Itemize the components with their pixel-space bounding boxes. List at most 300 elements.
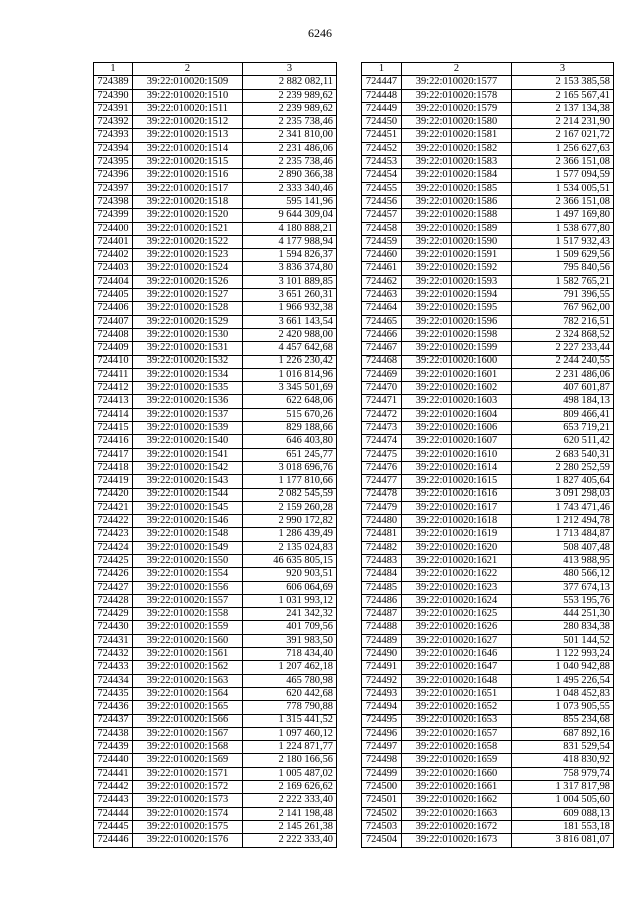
record-number-cell: 724470 — [362, 382, 402, 395]
record-number-cell: 724423 — [94, 528, 133, 541]
value-cell: 620 442,68 — [243, 687, 337, 700]
record-number-cell: 724408 — [94, 328, 133, 341]
table-row — [362, 448, 614, 461]
record-number-cell: 724488 — [362, 621, 402, 634]
record-number-cell: 724422 — [94, 515, 133, 528]
table-row — [362, 461, 614, 474]
table-row — [94, 382, 337, 395]
record-number-cell: 724410 — [94, 355, 133, 368]
table-row — [362, 169, 614, 182]
cadastral-number-cell: 39:22:010020:1524 — [133, 262, 243, 275]
value-cell: 1 713 484,87 — [512, 528, 614, 541]
record-number-cell: 724401 — [94, 235, 133, 248]
record-number-cell: 724433 — [94, 661, 133, 674]
cadastral-number-cell: 39:22:010020:1646 — [402, 648, 512, 661]
record-number-cell: 724404 — [94, 275, 133, 288]
cadastral-number-cell: 39:22:010020:1535 — [133, 382, 243, 395]
value-cell: 651 245,77 — [243, 448, 337, 461]
table-row — [362, 568, 614, 581]
record-number-cell: 724489 — [362, 634, 402, 647]
record-number-cell: 724396 — [94, 169, 133, 182]
table-row — [362, 129, 614, 142]
cadastral-number-cell: 39:22:010020:1520 — [133, 209, 243, 222]
value-cell: 2 882 082,11 — [243, 76, 337, 89]
table-row — [362, 807, 614, 820]
record-number-cell: 724403 — [94, 262, 133, 275]
cadastral-number-cell: 39:22:010020:1548 — [133, 528, 243, 541]
cadastral-number-cell: 39:22:010020:1673 — [402, 834, 512, 847]
record-number-cell: 724389 — [94, 76, 133, 89]
value-cell: 795 840,56 — [512, 262, 614, 275]
record-number-cell: 724438 — [94, 727, 133, 740]
table-row — [362, 528, 614, 541]
table-row — [362, 116, 614, 129]
cadastral-number-cell: 39:22:010020:1543 — [133, 475, 243, 488]
table-row — [94, 834, 337, 847]
record-number-cell: 724413 — [94, 395, 133, 408]
cadastral-number-cell: 39:22:010020:1591 — [402, 249, 512, 262]
value-cell: 2 135 024,83 — [243, 541, 337, 554]
value-cell: 1 040 942,88 — [512, 661, 614, 674]
cadastral-number-cell: 39:22:010020:1615 — [402, 475, 512, 488]
cadastral-number-cell: 39:22:010020:1554 — [133, 568, 243, 581]
table-row — [362, 687, 614, 700]
cadastral-number-cell: 39:22:010020:1601 — [402, 368, 512, 381]
table-row — [94, 767, 337, 780]
value-cell: 2 222 333,40 — [243, 834, 337, 847]
table-row — [362, 767, 614, 780]
table-row — [362, 342, 614, 355]
cadastral-number-cell: 39:22:010020:1663 — [402, 807, 512, 820]
value-cell: 855 234,68 — [512, 714, 614, 727]
value-cell: 3 101 889,85 — [243, 275, 337, 288]
cadastral-number-cell: 39:22:010020:1657 — [402, 727, 512, 740]
record-number-cell: 724495 — [362, 714, 402, 727]
table-row — [362, 661, 614, 674]
table-row — [94, 395, 337, 408]
value-cell: 1 517 932,43 — [512, 235, 614, 248]
record-number-cell: 724455 — [362, 182, 402, 195]
value-cell: 791 396,55 — [512, 289, 614, 302]
table-row — [94, 621, 337, 634]
cadastral-number-cell: 39:22:010020:1577 — [402, 76, 512, 89]
table-row — [362, 235, 614, 248]
cadastral-number-cell: 39:22:010020:1618 — [402, 515, 512, 528]
cadastral-number-cell: 39:22:010020:1607 — [402, 435, 512, 448]
table-row — [362, 581, 614, 594]
cadastral-number-cell: 39:22:010020:1534 — [133, 368, 243, 381]
cadastral-number-cell: 39:22:010020:1529 — [133, 315, 243, 328]
value-cell: 1 594 826,37 — [243, 249, 337, 262]
record-number-cell: 724437 — [94, 714, 133, 727]
record-number-cell: 724490 — [362, 648, 402, 661]
cadastral-number-cell: 39:22:010020:1566 — [133, 714, 243, 727]
record-number-cell: 724491 — [362, 661, 402, 674]
value-cell: 2 324 868,52 — [512, 328, 614, 341]
table-row — [94, 568, 337, 581]
value-cell: 1 004 505,60 — [512, 794, 614, 807]
cadastral-number-cell: 39:22:010020:1600 — [402, 355, 512, 368]
value-cell: 391 983,50 — [243, 634, 337, 647]
table-row — [362, 714, 614, 727]
record-number-cell: 724496 — [362, 727, 402, 740]
record-number-cell: 724395 — [94, 156, 133, 169]
cadastral-number-cell: 39:22:010020:1595 — [402, 302, 512, 315]
record-number-cell: 724464 — [362, 302, 402, 315]
record-number-cell: 724477 — [362, 475, 402, 488]
value-cell: 498 184,13 — [512, 395, 614, 408]
value-cell: 2 222 333,40 — [243, 794, 337, 807]
value-cell: 1 226 230,42 — [243, 355, 337, 368]
cadastral-number-cell: 39:22:010020:1516 — [133, 169, 243, 182]
cadastral-number-cell: 39:22:010020:1537 — [133, 408, 243, 421]
cadastral-number-cell: 39:22:010020:1651 — [402, 687, 512, 700]
table-row — [362, 648, 614, 661]
cadastral-number-cell: 39:22:010020:1540 — [133, 435, 243, 448]
cadastral-number-cell: 39:22:010020:1575 — [133, 820, 243, 833]
cadastral-number-cell: 39:22:010020:1572 — [133, 781, 243, 794]
record-number-cell: 724478 — [362, 488, 402, 501]
table-row — [362, 634, 614, 647]
table-row — [94, 448, 337, 461]
value-cell: 767 962,00 — [512, 302, 614, 315]
cadastral-number-cell: 39:22:010020:1619 — [402, 528, 512, 541]
cadastral-number-cell: 39:22:010020:1626 — [402, 621, 512, 634]
cadastral-number-cell: 39:22:010020:1532 — [133, 355, 243, 368]
record-number-cell: 724463 — [362, 289, 402, 302]
record-number-cell: 724487 — [362, 608, 402, 621]
value-cell: 413 988,95 — [512, 554, 614, 567]
cadastral-number-cell: 39:22:010020:1604 — [402, 408, 512, 421]
table-row — [94, 328, 337, 341]
header-row — [362, 63, 614, 76]
record-number-cell: 724500 — [362, 781, 402, 794]
record-number-cell: 724483 — [362, 554, 402, 567]
value-cell: 465 780,98 — [243, 674, 337, 687]
cadastral-number-cell: 39:22:010020:1606 — [402, 422, 512, 435]
table-row — [362, 820, 614, 833]
table-row — [362, 382, 614, 395]
header-row — [94, 63, 337, 76]
record-number-cell: 724453 — [362, 156, 402, 169]
cadastral-number-cell: 39:22:010020:1599 — [402, 342, 512, 355]
table-row — [362, 395, 614, 408]
cadastral-number-cell: 39:22:010020:1652 — [402, 701, 512, 714]
value-cell: 1 317 817,98 — [512, 781, 614, 794]
record-number-cell: 724416 — [94, 435, 133, 448]
record-number-cell: 724432 — [94, 648, 133, 661]
value-cell: 4 177 988,94 — [243, 235, 337, 248]
table-row — [362, 355, 614, 368]
cadastral-number-cell: 39:22:010020:1580 — [402, 116, 512, 129]
record-number-cell: 724456 — [362, 195, 402, 208]
value-cell: 758 979,74 — [512, 767, 614, 780]
record-number-cell: 724458 — [362, 222, 402, 235]
table-row — [94, 275, 337, 288]
cadastral-number-cell: 39:22:010020:1536 — [133, 395, 243, 408]
table-row — [362, 834, 614, 847]
cadastral-number-cell: 39:22:010020:1564 — [133, 687, 243, 700]
record-number-cell: 724469 — [362, 368, 402, 381]
table-row — [362, 289, 614, 302]
record-number-cell: 724435 — [94, 687, 133, 700]
table-row — [94, 142, 337, 155]
value-cell: 2 169 626,62 — [243, 781, 337, 794]
value-cell: 1 495 226,54 — [512, 674, 614, 687]
cadastral-number-cell: 39:22:010020:1658 — [402, 741, 512, 754]
value-cell: 1 122 993,24 — [512, 648, 614, 661]
table-row — [94, 741, 337, 754]
record-number-cell: 724465 — [362, 315, 402, 328]
cadastral-number-cell: 39:22:010020:1610 — [402, 448, 512, 461]
value-cell: 2 141 198,48 — [243, 807, 337, 820]
table-row — [94, 687, 337, 700]
table-row — [362, 142, 614, 155]
value-cell: 1 497 169,80 — [512, 209, 614, 222]
cadastral-number-cell: 39:22:010020:1614 — [402, 461, 512, 474]
value-cell: 809 466,41 — [512, 408, 614, 421]
cadastral-number-cell: 39:22:010020:1627 — [402, 634, 512, 647]
value-cell: 2 082 545,59 — [243, 488, 337, 501]
table-row — [94, 289, 337, 302]
record-number-cell: 724405 — [94, 289, 133, 302]
cadastral-number-cell: 39:22:010020:1544 — [133, 488, 243, 501]
record-number-cell: 724476 — [362, 461, 402, 474]
cadastral-number-cell: 39:22:010020:1518 — [133, 195, 243, 208]
table-row — [362, 368, 614, 381]
cadastral-number-cell: 39:22:010020:1598 — [402, 328, 512, 341]
value-cell: 609 088,13 — [512, 807, 614, 820]
record-number-cell: 724471 — [362, 395, 402, 408]
record-number-cell: 724486 — [362, 594, 402, 607]
cadastral-number-cell: 39:22:010020:1622 — [402, 568, 512, 581]
table-row — [362, 249, 614, 262]
header-col-2: 2 — [402, 63, 512, 76]
record-number-cell: 724448 — [362, 89, 402, 102]
table-row — [94, 342, 337, 355]
value-cell: 653 719,21 — [512, 422, 614, 435]
cadastral-number-cell: 39:22:010020:1517 — [133, 182, 243, 195]
value-cell: 831 529,54 — [512, 741, 614, 754]
value-cell: 480 566,12 — [512, 568, 614, 581]
table-row — [94, 581, 337, 594]
record-number-cell: 724412 — [94, 382, 133, 395]
value-cell: 646 403,80 — [243, 435, 337, 448]
cadastral-number-cell: 39:22:010020:1521 — [133, 222, 243, 235]
cadastral-number-cell: 39:22:010020:1596 — [402, 315, 512, 328]
cadastral-number-cell: 39:22:010020:1594 — [402, 289, 512, 302]
header-col-2: 2 — [133, 63, 243, 76]
value-cell: 553 195,76 — [512, 594, 614, 607]
cadastral-number-cell: 39:22:010020:1514 — [133, 142, 243, 155]
record-number-cell: 724444 — [94, 807, 133, 820]
record-number-cell: 724430 — [94, 621, 133, 634]
header-col-1: 1 — [94, 63, 133, 76]
record-number-cell: 724504 — [362, 834, 402, 847]
cadastral-number-cell: 39:22:010020:1660 — [402, 767, 512, 780]
record-number-cell: 724446 — [94, 834, 133, 847]
value-cell: 778 790,88 — [243, 701, 337, 714]
record-number-cell: 724440 — [94, 754, 133, 767]
cadastral-number-cell: 39:22:010020:1558 — [133, 608, 243, 621]
table-row — [362, 422, 614, 435]
cadastral-number-cell: 39:22:010020:1620 — [402, 541, 512, 554]
cadastral-number-cell: 39:22:010020:1586 — [402, 195, 512, 208]
value-cell: 1 582 765,21 — [512, 275, 614, 288]
header-col-3: 3 — [243, 63, 337, 76]
record-number-cell: 724436 — [94, 701, 133, 714]
value-cell: 595 141,96 — [243, 195, 337, 208]
record-number-cell: 724459 — [362, 235, 402, 248]
table-row — [94, 488, 337, 501]
cadastral-number-cell: 39:22:010020:1549 — [133, 541, 243, 554]
table-row — [362, 475, 614, 488]
value-cell: 3 836 374,80 — [243, 262, 337, 275]
record-number-cell: 724479 — [362, 501, 402, 514]
record-number-cell: 724406 — [94, 302, 133, 315]
record-number-cell: 724397 — [94, 182, 133, 195]
record-number-cell: 724474 — [362, 435, 402, 448]
cadastral-number-cell: 39:22:010020:1562 — [133, 661, 243, 674]
value-cell: 3 651 260,31 — [243, 289, 337, 302]
record-number-cell: 724407 — [94, 315, 133, 328]
cadastral-number-cell: 39:22:010020:1576 — [133, 834, 243, 847]
table-row — [362, 501, 614, 514]
value-cell: 1 509 629,56 — [512, 249, 614, 262]
value-cell: 1 177 810,66 — [243, 475, 337, 488]
cadastral-number-cell: 39:22:010020:1617 — [402, 501, 512, 514]
cadastral-number-cell: 39:22:010020:1653 — [402, 714, 512, 727]
record-number-cell: 724484 — [362, 568, 402, 581]
cadastral-number-cell: 39:22:010020:1585 — [402, 182, 512, 195]
table-row — [94, 554, 337, 567]
cadastral-number-cell: 39:22:010020:1603 — [402, 395, 512, 408]
header-col-3: 3 — [512, 63, 614, 76]
record-number-cell: 724415 — [94, 422, 133, 435]
cadastral-number-cell: 39:22:010020:1527 — [133, 289, 243, 302]
value-cell: 2 214 231,90 — [512, 116, 614, 129]
table-row — [362, 794, 614, 807]
table-row — [94, 820, 337, 833]
table-row — [94, 781, 337, 794]
cadastral-number-cell: 39:22:010020:1556 — [133, 581, 243, 594]
value-cell: 1 212 494,78 — [512, 515, 614, 528]
record-number-cell: 724480 — [362, 515, 402, 528]
record-number-cell: 724472 — [362, 408, 402, 421]
table-row — [94, 541, 337, 554]
value-cell: 2 683 540,31 — [512, 448, 614, 461]
record-number-cell: 724402 — [94, 249, 133, 262]
cadastral-number-cell: 39:22:010020:1559 — [133, 621, 243, 634]
record-number-cell: 724390 — [94, 89, 133, 102]
cadastral-number-cell: 39:22:010020:1522 — [133, 235, 243, 248]
table-row — [362, 102, 614, 115]
cadastral-number-cell: 39:22:010020:1528 — [133, 302, 243, 315]
cadastral-number-cell: 39:22:010020:1561 — [133, 648, 243, 661]
value-cell: 620 511,42 — [512, 435, 614, 448]
value-cell: 2 227 233,44 — [512, 342, 614, 355]
value-cell: 1 224 871,77 — [243, 741, 337, 754]
value-cell: 280 834,38 — [512, 621, 614, 634]
cadastral-number-cell: 39:22:010020:1588 — [402, 209, 512, 222]
left-table — [93, 62, 337, 848]
table-row — [94, 129, 337, 142]
table-row — [94, 169, 337, 182]
table-row — [94, 195, 337, 208]
value-cell: 2 159 260,28 — [243, 501, 337, 514]
value-cell: 2 180 166,56 — [243, 754, 337, 767]
value-cell: 2 235 738,46 — [243, 156, 337, 169]
value-cell: 1 073 905,55 — [512, 701, 614, 714]
cadastral-number-cell: 39:22:010020:1662 — [402, 794, 512, 807]
record-number-cell: 724393 — [94, 129, 133, 142]
record-number-cell: 724503 — [362, 820, 402, 833]
table-row — [362, 408, 614, 421]
cadastral-number-cell: 39:22:010020:1583 — [402, 156, 512, 169]
cadastral-number-cell: 39:22:010020:1568 — [133, 741, 243, 754]
cadastral-number-cell: 39:22:010020:1542 — [133, 461, 243, 474]
table-row — [94, 727, 337, 740]
record-number-cell: 724421 — [94, 501, 133, 514]
cadastral-number-cell: 39:22:010020:1510 — [133, 89, 243, 102]
table-row — [362, 222, 614, 235]
record-number-cell: 724473 — [362, 422, 402, 435]
table-row — [362, 727, 614, 740]
table-row — [94, 634, 337, 647]
cadastral-number-cell: 39:22:010020:1541 — [133, 448, 243, 461]
table-row — [362, 262, 614, 275]
cadastral-number-cell: 39:22:010020:1565 — [133, 701, 243, 714]
table-row — [94, 422, 337, 435]
table-row — [94, 461, 337, 474]
table-row — [362, 182, 614, 195]
record-number-cell: 724461 — [362, 262, 402, 275]
record-number-cell: 724414 — [94, 408, 133, 421]
record-number-cell: 724409 — [94, 342, 133, 355]
table-row — [94, 475, 337, 488]
table-row — [94, 76, 337, 89]
record-number-cell: 724445 — [94, 820, 133, 833]
value-cell: 3 345 501,69 — [243, 382, 337, 395]
record-number-cell: 724497 — [362, 741, 402, 754]
record-number-cell: 724417 — [94, 448, 133, 461]
record-number-cell: 724391 — [94, 102, 133, 115]
table-row — [94, 714, 337, 727]
value-cell: 2 231 486,06 — [243, 142, 337, 155]
right-table — [361, 62, 614, 848]
value-cell: 515 670,26 — [243, 408, 337, 421]
value-cell: 1 577 094,59 — [512, 169, 614, 182]
table-row — [94, 315, 337, 328]
table-row — [94, 89, 337, 102]
value-cell: 501 144,52 — [512, 634, 614, 647]
table-row — [94, 102, 337, 115]
record-number-cell: 724482 — [362, 541, 402, 554]
table-row — [94, 515, 337, 528]
table-row — [94, 661, 337, 674]
record-number-cell: 724494 — [362, 701, 402, 714]
table-row — [94, 807, 337, 820]
cadastral-number-cell: 39:22:010020:1546 — [133, 515, 243, 528]
cadastral-number-cell: 39:22:010020:1574 — [133, 807, 243, 820]
value-cell: 46 635 805,15 — [243, 554, 337, 567]
record-number-cell: 724449 — [362, 102, 402, 115]
table-row — [94, 262, 337, 275]
record-number-cell: 724462 — [362, 275, 402, 288]
cadastral-number-cell: 39:22:010020:1616 — [402, 488, 512, 501]
table-row — [362, 741, 614, 754]
value-cell: 1 097 460,12 — [243, 727, 337, 740]
